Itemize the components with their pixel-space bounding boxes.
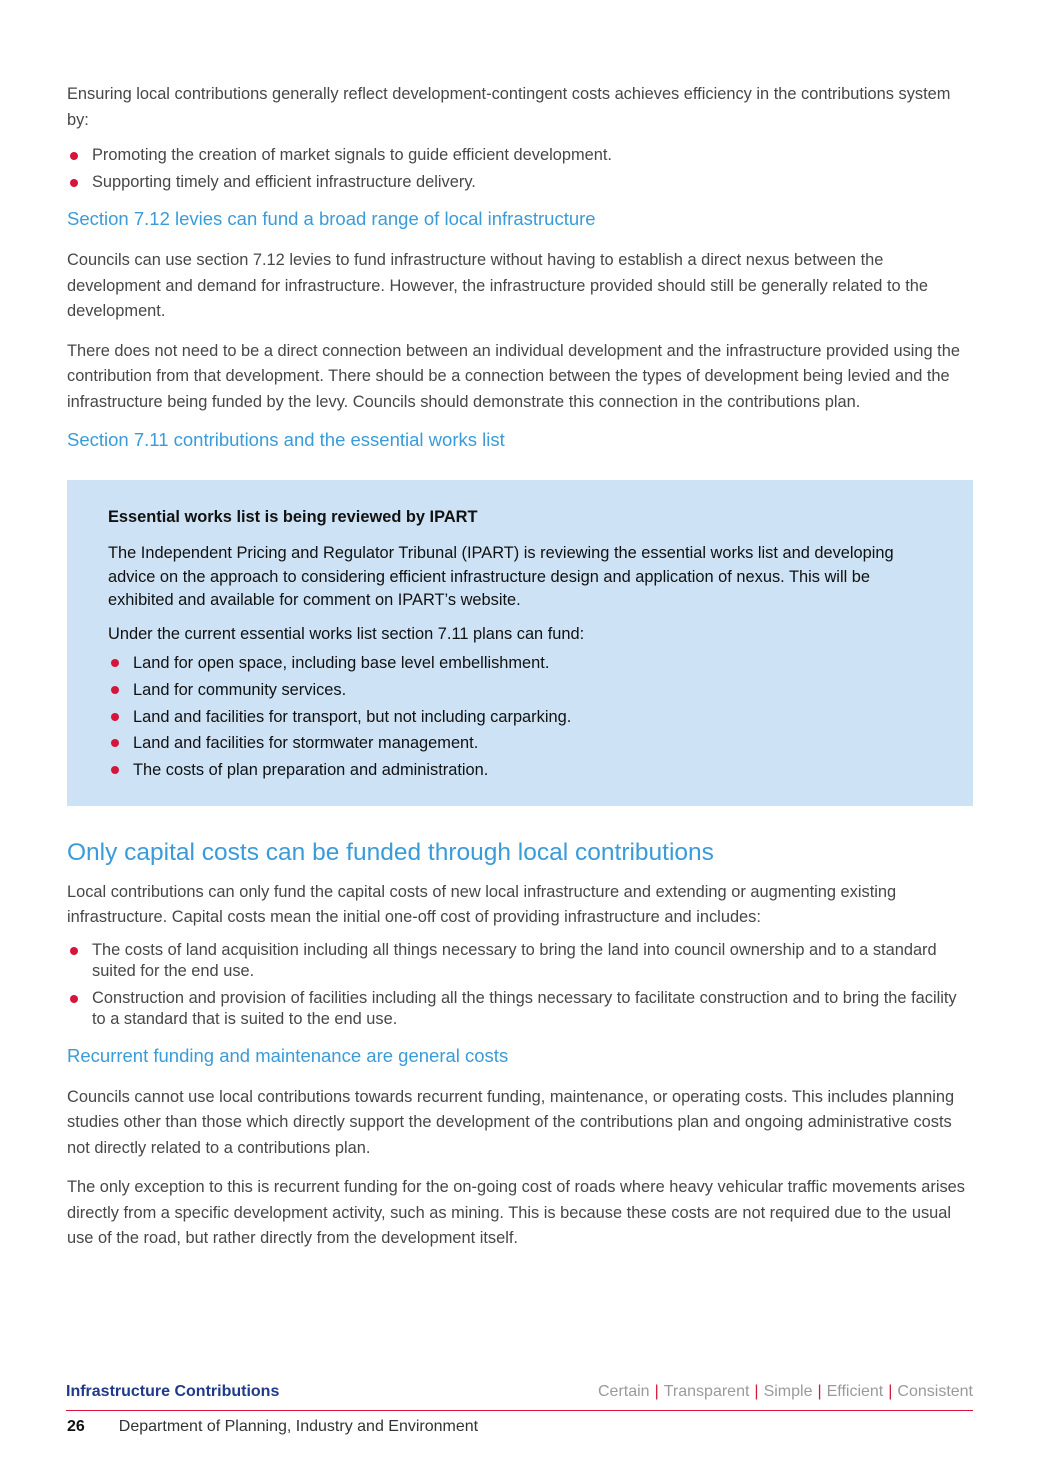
callout-paragraph: The Independent Pricing and Regulator Tribunal (IPART) is reviewing the essential works list and developing advice on the approach to considering efficient infrastructure design and application of nexus. This will be exhibited and available for comment on IPART’s website.	[108, 544, 894, 609]
bullet-dot	[111, 739, 119, 747]
tagline-word: Consistent	[897, 1383, 973, 1400]
bullet-dot	[111, 766, 119, 774]
recurrent-heading: Recurrent funding and maintenance are general costs	[67, 1044, 509, 1066]
section-711-heading: Section 7.11 contributions and the essential works list	[67, 429, 505, 450]
page-number: 26	[67, 1418, 85, 1435]
essential-works-callout	[67, 480, 973, 806]
section-712-paragraph: Councils can use section 7.12 levies to fund infrastructure without having to establish a direct nexus between the development and demand for infrastructure. However, the infrastructure provided should still be generally related to the development.	[67, 251, 928, 320]
bullet-dot	[111, 659, 119, 667]
footer-tagline	[598, 1383, 973, 1401]
footer-brand: Infrastructure Contributions	[66, 1383, 280, 1400]
footer-top	[66, 1383, 973, 1405]
list-item: Land and facilities for transport, but not including carparking.	[108, 704, 933, 731]
bullet-dot	[70, 947, 78, 955]
callout-title: Essential works list is being reviewed by IPART	[108, 508, 478, 526]
bullet-dot	[70, 152, 78, 160]
bullet-dot	[70, 179, 78, 187]
recurrent-paragraph: The only exception to this is recurrent funding for the on-going cost of roads where heavy vehicular traffic movements arises directly from a specific development activity, such as mining. This is because these costs are not required due to the usual use of the road, but rather directly from the development itself.	[67, 1178, 965, 1248]
footer-divider	[66, 1410, 973, 1411]
list-item: Land for open space, including base level embellishment.	[108, 650, 933, 677]
bullet-dot	[111, 686, 119, 694]
recurrent-paragraph: Councils cannot use local contributions towards recurrent funding, maintenance, or operating costs. This includes planning studies other than those which directly support the development of the contributions plan and ongoing administrative costs not directly related to a contributions plan.	[67, 1087, 955, 1157]
callout-lead: Under the current essential works list section 7.11 plans can fund:	[108, 624, 585, 643]
tagline-separator: |	[654, 1383, 659, 1400]
list-item: Supporting timely and efficient infrastructure delivery.	[67, 169, 973, 196]
list-item: The costs of plan preparation and administration.	[108, 757, 933, 784]
capital-bullet-list	[67, 940, 973, 1031]
intro-paragraph: Ensuring local contributions generally reflect development-contingent costs achieves efficiency in the contributions system by:	[67, 85, 951, 129]
list-item: The costs of land acquisition including all things necessary to bring the land into council ownership and to a standard suited for the end use.	[67, 940, 973, 983]
tagline-separator: |	[754, 1383, 759, 1400]
department-name: Department of Planning, Industry and Environment	[118, 1418, 479, 1435]
callout-bullet-list	[108, 650, 933, 784]
footer-bottom	[67, 1418, 478, 1436]
list-item: Promoting the creation of market signals to guide efficient development.	[67, 142, 973, 169]
tagline-word: Transparent	[663, 1383, 750, 1400]
tagline-word: Certain	[598, 1383, 650, 1400]
page-content	[67, 82, 973, 1252]
bullet-dot	[70, 995, 78, 1003]
list-item: Land and facilities for stormwater management.	[108, 730, 933, 757]
tagline-separator: |	[888, 1383, 893, 1400]
list-item: Construction and provision of facilities including all the things necessary to facilitate construction and to bring the facility to a standard that is suited to the end use.	[67, 988, 973, 1031]
intro-bullet-list	[67, 142, 973, 196]
section-712-heading: Section 7.12 levies can fund a broad range of local infrastructure	[67, 208, 596, 229]
section-712-paragraph: There does not need to be a direct connection between an individual development and the infrastructure provided using the contribution from that development. There should be a connection between the types of development being levied and the infrastructure being funded by the levy. Councils should demonstrate this connection in the contributions plan.	[67, 341, 960, 411]
list-item: Land for community services.	[108, 677, 933, 704]
tagline-separator: |	[817, 1383, 822, 1400]
capital-costs-heading: Only capital costs can be funded through local contributions	[67, 838, 714, 866]
bullet-dot	[111, 713, 119, 721]
tagline-word: Simple	[763, 1383, 813, 1400]
capital-costs-paragraph: Local contributions can only fund the capital costs of new local infrastructure and extending or augmenting existing infrastructure. Capital costs mean the initial one-off cost of providing infrastructure and includes:	[67, 882, 897, 927]
tagline-word: Efficient	[826, 1383, 884, 1400]
